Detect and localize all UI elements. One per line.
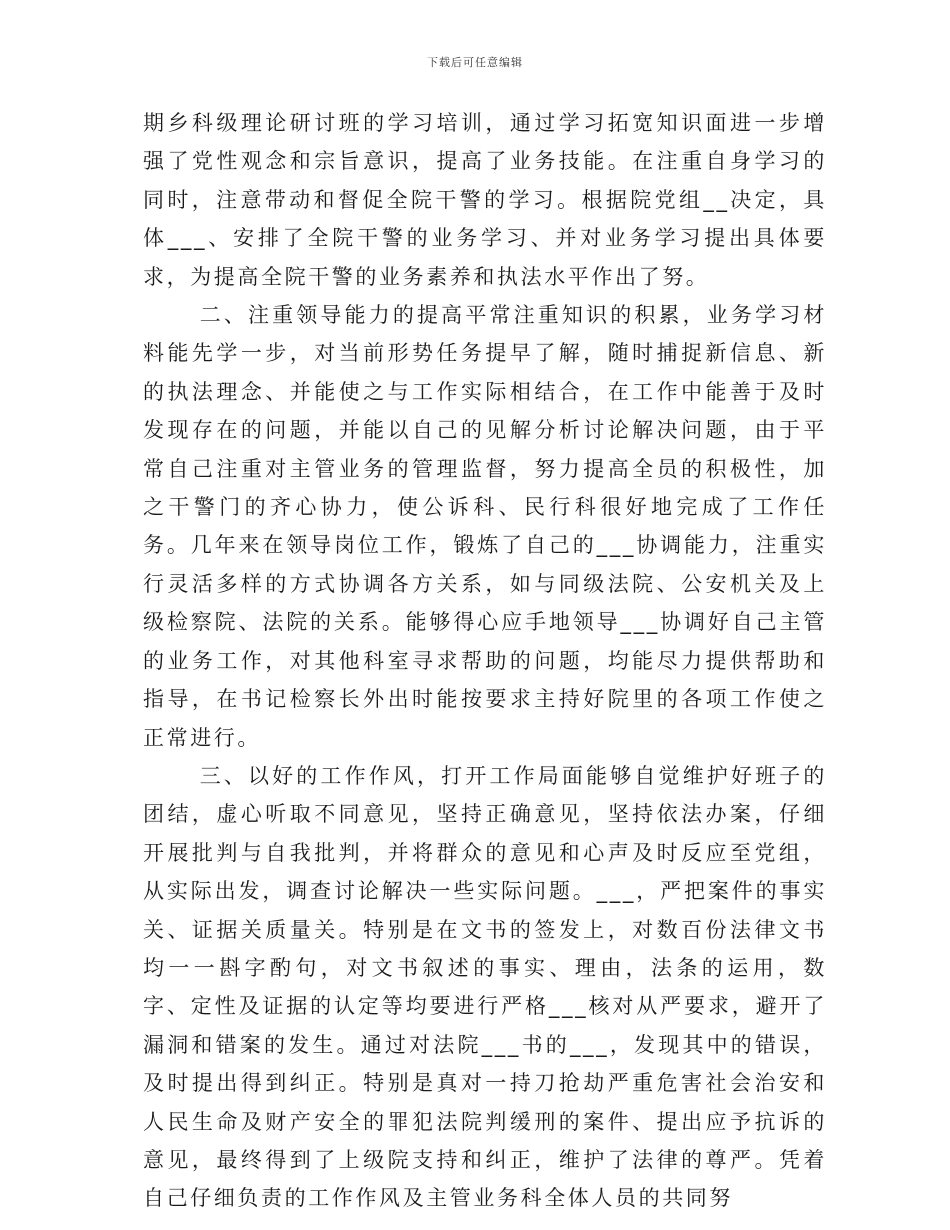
paragraph-2: 二、注重领导能力的提高平常注重知识的积累，业务学习材料能先学一步，对当前形势任务提早了解，随时捕捉新信息、新的执法理念、并能使之与工作实际相结合，在工作中能善于及时发现存在的问题，并能以自己的见解分析讨论解决问题，由于平常自己注重对主管业务的管理监督，努力提高全员的积极性，加之干警门的齐心协力，使公诉科、民行科很好地完成了工作任务。几年来在领导岗位工作，锻炼了自己的___协调能力，注重实行灵活多样的方式协调各方关系，如与同级法院、公安机关及上级检察院、法院的关系。能够得心应手地领导___协调好自己主管的业务工作，对其他科室寻求帮助的问题，均能尽力提供帮助和指导，在书记检察长外出时能按要求主持好院里的各项工作使之正常进行。 [143, 303, 827, 750]
document-body [143, 104, 827, 1218]
paragraph-3: 三、以好的工作作风，打开工作局面能够自觉维护好班子的团结，虚心听取不同意见，坚持正确意见，坚持依法办案，仔细开展批判与自我批判，并将群众的意见和心声及时反应至党组，从实际出发，调查讨论解决一些实际问题。___，严把案件的事实关、证据关质量关。特别是在文书的签发上，对数百份法律文书均一一斟字酌句，对文书叙述的事实、理由，法条的运用，数字、定性及证据的认定等均要进行严格___核对从严要求，避开了漏洞和错案的发生。通过对法院___书的___，发现其中的错误，及时提出得到纠正。特别是真对一持刀抢劫严重危害社会治安和人民生命及财产安全的罪犯法院判缓刑的案件、提出应予抗诉的意见，最终得到了上级院支持和纠正，维护了法律的尊严。凭着自己仔细负责的工作作风及主管业务科全体人员的共同努 [143, 763, 827, 1211]
page-header-note: 下载后可任意编辑 [427, 56, 523, 69]
paragraph-1: 期乡科级理论研讨班的学习培训，通过学习拓宽知识面进一步增强了党性观念和宗旨意识，提高了业务技能。在注重自身学习的同时，注意带动和督促全院干警的学习。根据院党组__决定，具体___、安排了全院干警的业务学习、并对业务学习提出具体要求，为提高全院干警的业务素养和执法水平作出了努。 [143, 111, 827, 289]
